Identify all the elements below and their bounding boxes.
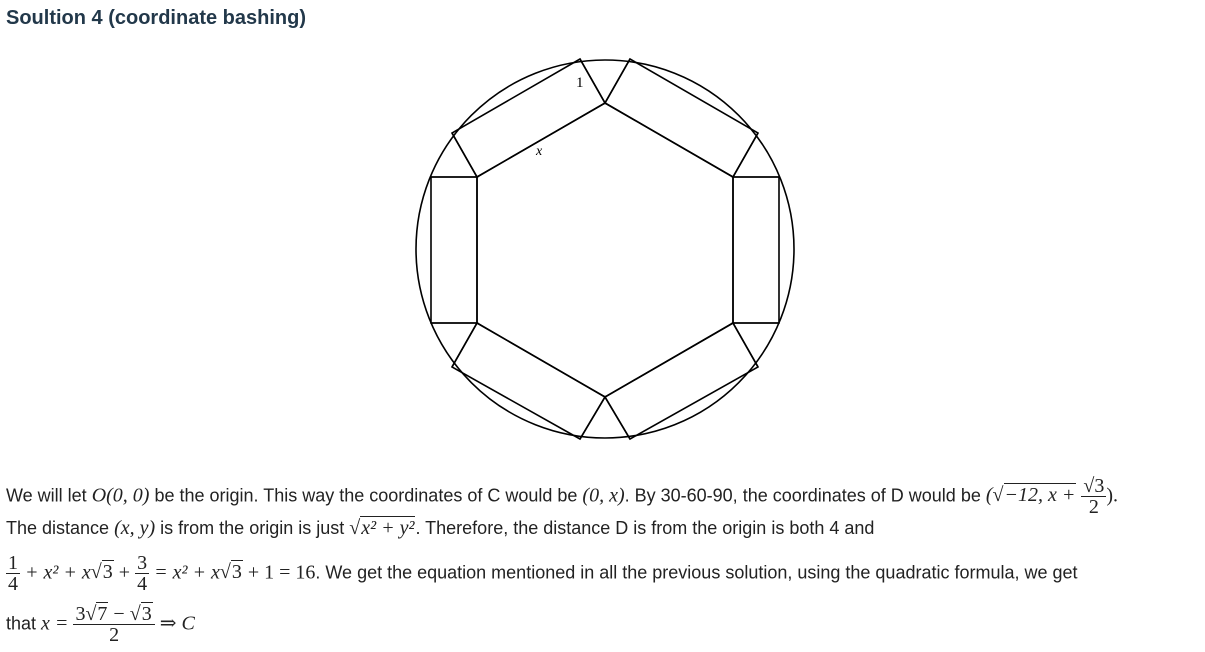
rectangle-right [733,177,779,323]
fraction-answer: $\frac{3√7 - √3}{2}$ [73,604,154,645]
text-line-2: The distance (x, y) is from the origin is just √x² + y². Therefore, the distance D is from the origin is both 4 and [6,517,875,539]
fraction-1-over-4: $\frac{1}{4}$ [8,552,18,595]
gap-triangle-top-left [431,133,477,177]
fraction-3-over-4: $\frac{3}{4}$ [137,552,148,595]
section-heading: Soultion 4 (coordinate bashing) [6,7,306,29]
text-line-1: We will let O(0, 0) be the origin. This way the coordinates of C would be (0, x). By 30-60-90, the coordinates of D would be (√−12, x + $\frac{√3}{2}$ ). [6,475,1119,518]
text-line-3: $\frac{1}{4}$ + x² + x√3 + $\frac{3}{4}$ = x² + x√3 + 1 = 16. We get the equation mentioned in all the previous solution, using the quadratic formula, we get [8,552,1078,595]
rectangle-left [431,177,477,323]
gap-triangle-bottom [580,397,630,439]
gap-triangle-top [580,59,630,103]
label-1: 1 [576,75,584,91]
gap-triangle-bottom-right [733,323,779,367]
gap-triangle-bottom-left [431,323,477,367]
gap-triangle-top-right [733,133,779,177]
text-line-4: that x = $\frac{3√7 - √3}{2}$ ⇒ C [6,603,195,646]
inner-hexagon [477,103,733,397]
outer-circle [416,60,794,438]
label-x: x [536,144,543,159]
fraction-sqrt3-over-2: $\frac{√3}{2}$ [1083,475,1105,518]
